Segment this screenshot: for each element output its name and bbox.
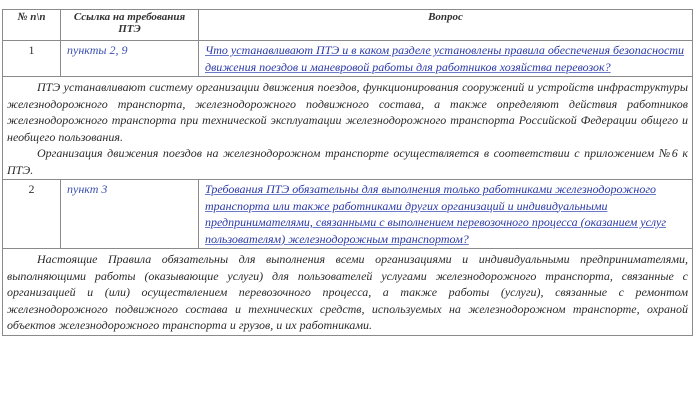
answer-paragraph: Настоящие Правила обязательны для выполнения всеми организациями и индивидуальными предпринимателями, выполняющими работы (оказывающие услуги) для пользователей услугами железнодорожного транспорта, связанные с организацией и (или) осуществлением перевозочного процесса, а также работы (услуги), связанные с ремонтом железнодорожного подвижного состава и технических средств, используемых на железнодорожном транспорте, охраной объектов железнодорожного транспорта и грузов, и их работниками. — [7, 252, 688, 332]
answer-row — [3, 77, 693, 180]
table-row — [3, 180, 693, 249]
row-number: 1 — [3, 41, 61, 77]
question-text — [199, 180, 693, 249]
answer-paragraph: ПТЭ устанавливают систему организации движения поездов, функционирования сооружений и устройств инфраструктуры железнодорожного транспорта, железнодорожного подвижного состава, а также определяют действия работников железнодорожного транспорта при технической эксплуатации железнодорожного транспорта Российской Федерации общего и необщего пользования. — [7, 80, 688, 144]
answer-cell — [3, 249, 693, 336]
header-ref: Ссылка на требования ПТЭ — [61, 10, 199, 41]
table-header-row — [3, 10, 693, 41]
header-question: Вопрос — [199, 10, 693, 41]
answer-paragraph: Организация движения поездов на железнодорожном транспорте осуществляется в соответствии с приложением №6 к ПТЭ. — [7, 146, 688, 177]
pte-reference: пункт 3 — [61, 180, 199, 249]
answer-row — [3, 249, 693, 336]
answer-cell — [3, 77, 693, 180]
questions-table — [2, 9, 693, 336]
table-row — [3, 41, 693, 77]
question-link: Требования ПТЭ обязательны для выполнения только работниками железнодорожного транспорта или также работниками других организаций и индивидуальными предпринимателями, связанными с выполнением перевозочного процесса (оказанием услуг пользователям) железнодорожным транспортом? — [205, 182, 667, 246]
header-num: № п\п — [3, 10, 61, 41]
pte-reference: пункты 2, 9 — [61, 41, 199, 77]
question-text — [199, 41, 693, 77]
question-link: Что устанавливают ПТЭ и в каком разделе установлены правила обеспечения безопасности движения поездов и маневровой работы для работников хозяйства перевозок? — [205, 43, 685, 74]
row-number: 2 — [3, 180, 61, 249]
